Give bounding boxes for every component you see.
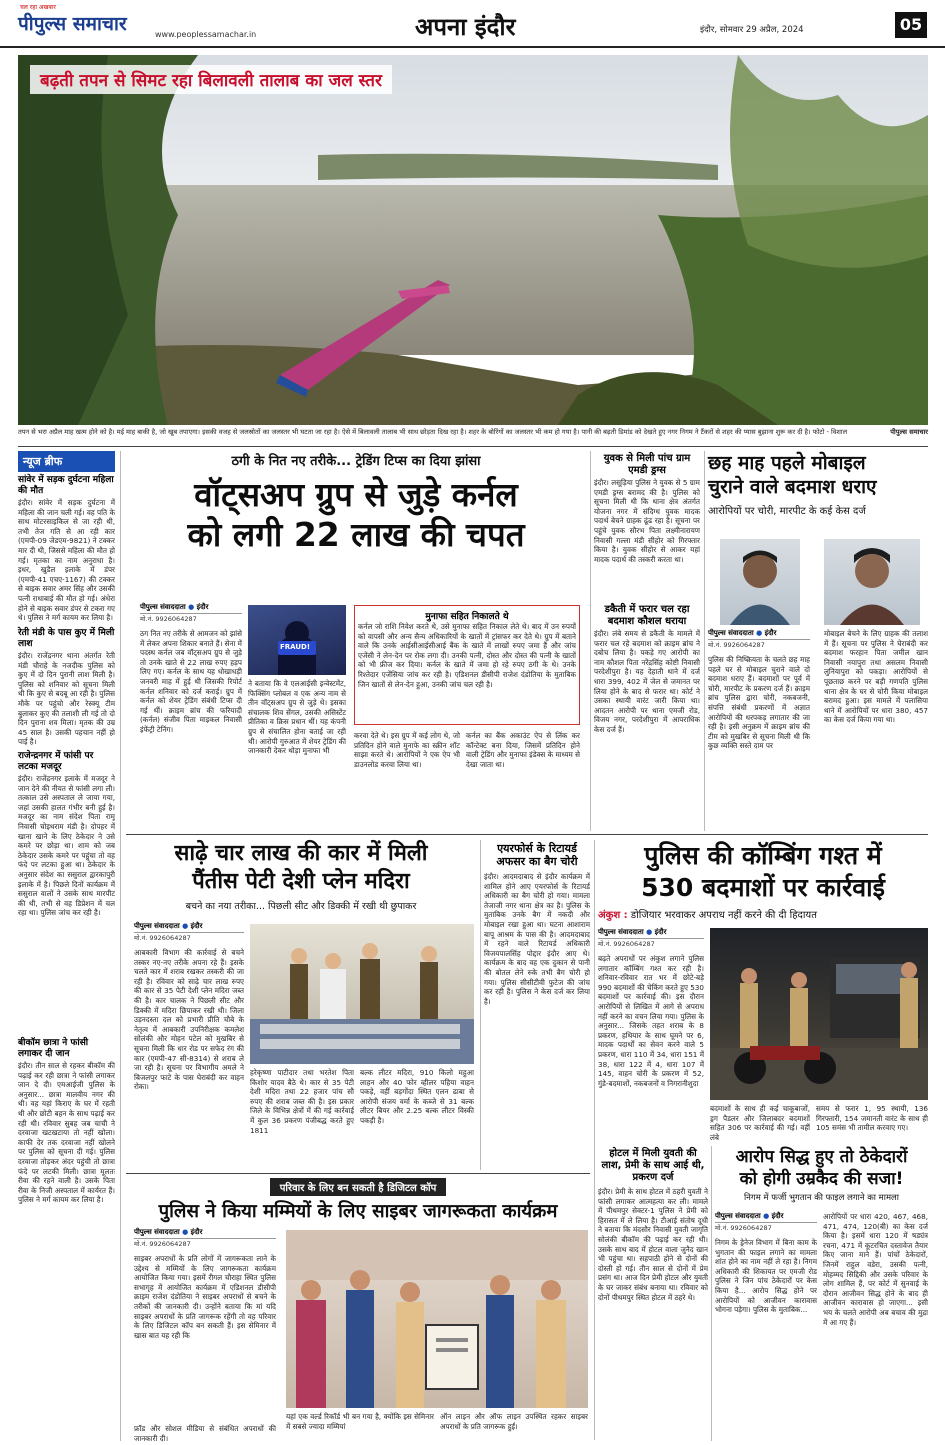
- person-icon: [720, 539, 800, 625]
- location-dot-icon: ●: [188, 603, 195, 611]
- divider: [126, 1173, 590, 1174]
- liquor-headline-line2: पैंतीस पेटी देशी प्लेन मदिरा: [192, 869, 410, 894]
- cyber-col2: फ्रॉड और सोशल मीडिया से संबंधित अपराधों की जानकारी दी।: [134, 1424, 276, 1442]
- brief-item: [18, 628, 115, 749]
- byline-reporter: पीपुल्स संवाददाता: [598, 928, 644, 936]
- brief-headline: रेती मंडी के पास कुए में मिली लाश: [18, 628, 115, 649]
- dacoit-headline: डकैती में फरार चल रहा बदमाश कौशल धराया: [604, 604, 690, 627]
- combing-photo: [710, 928, 928, 1100]
- colonel-col3: करवा देते थे। इस ग्रुप में कई लोग थे, जो प्रतिदिन होने वाले मुनाफे का स्क्रीन शॉट साझा करते थे। आरोपियों ने एक ऐप भी डाउनलोड करवा लिया था।: [354, 731, 460, 769]
- dateline: इंदौर, सोमवार 29 अप्रैल, 2024: [700, 25, 804, 35]
- colonel-headline-line1: वॉट्सअप ग्रुप से जुड़े कर्नल: [194, 475, 518, 514]
- cyber-event-photo: [286, 1230, 588, 1408]
- byline-mobile: मो.नं. 9926064287: [140, 615, 197, 623]
- combing-story: [598, 840, 928, 1140]
- location-dot-icon: ●: [646, 928, 653, 936]
- officers-illustration: [250, 924, 474, 1064]
- combing-kicker-label: अंकुश :: [598, 910, 628, 921]
- accused-photo-2: [824, 539, 920, 625]
- brief-item: [18, 751, 115, 1036]
- colonel-byline-block: [140, 603, 242, 829]
- combing-kicker: [598, 907, 928, 921]
- section-title: अपना इंदौर: [415, 13, 516, 41]
- liquor-photo-caption: हरेकृष्णा पाटीदार तथा भरतेश पिता किशोर यादव बैठे थे। कार से 35 पेटी देशी मदिरा तथा 22 हजार पांच सौ रुपए की शराब जब्त की है। इस प्रकार जिले के विभिन्न क्षेत्रों में की गई कार्रवाई में कुल 36 प्रकरण पंजीबद्ध करते हुए 1811: [250, 1068, 354, 1135]
- masthead-tagline: चल रहा अखबार: [20, 4, 56, 11]
- masthead: [0, 0, 945, 48]
- byline-mobile: मो.नं. 9926064287: [708, 641, 765, 649]
- liquor-story: [126, 840, 476, 1170]
- page-number: 05: [895, 12, 927, 38]
- colonel-headline-line2: को लगी 22 लाख की चपत: [187, 515, 525, 554]
- byline: [134, 1228, 276, 1239]
- byline-city: इंदौर: [654, 928, 667, 936]
- colonel-kicker: ठगी के नित नए तरीके... ट्रेडिंग टिप्स का दिया झांसा: [231, 454, 481, 469]
- byline-reporter: पीपुल्स संवाददाता: [715, 1212, 761, 1220]
- byline-wrapper: [708, 629, 810, 829]
- cyber-photo-caption-2: ऑन लाइन और ऑफ लाइन उपस्थित रहकर साइबर अपराधों के प्रति जागरूक हुईं।: [440, 1412, 588, 1431]
- combing-col2: समय से फरार 1, 95 स्थायी, 136 गिरफ्तारी, 154 जमानती वारंट के साथ ही 105 समंस भी तामील करवाए गए।: [816, 1104, 928, 1133]
- person-icon: [824, 539, 920, 625]
- cyber-story: [126, 1176, 590, 1441]
- byline-mobile: मो.नं. 9926064287: [134, 934, 191, 942]
- column-divider: [480, 840, 481, 1170]
- colonel-story: [126, 451, 586, 831]
- lake-photo-illustration: [18, 55, 928, 425]
- cyber-col1: साइबर अपराधों के प्रति लोगों में जागरूकता लाने के उद्देश्य से मम्मियों के लिए जागरूकता कार्यक्रम आयोजित किया गया। इसमें रीगल चौराहा स्थित पुलिस सभागृह में आयोजित कार्यक्रम में एडिशनल डीसीपी क्राइम राजेश दंडोतिया ने साइबर अपराधों से बचने के तरीकों की जानकारी दी। उन्होंने बताया कि मां यदि साइबर अपराधों के प्रति जागरूक रहेंगी तो वह परिवार के लिए डिजिटल कॉप बन सकती हैं। इस सेमिनार में खास बात यह रही कि: [134, 1254, 276, 1340]
- brief-body: इंदौर। राजेंद्रनगर इलाके में मजदूर ने जान देने की नीयत से फांसी लगा ली। तत्काल उसे अस्पताल ले जाया गया, जहां उसकी हालत गंभीर बनी हुई है। मजदूर का नाम संदेश पिता रामू निवासी चोइथराम मंडी है। दोपहर में खाना खाने के लिए ठेकेदार ने उसे कमरे पर छोड़ा था। शाम को जब ठेकेदार उसके कमरे पर पहुंचा तो वह फंदे पर लटका हुआ था। ठेकेदार के अनुसार संदेश का ससुराल द्वारकापुरी इलाके में है। पिछले दिनों कार्यक्रम में ससुराल वालों ने उसके साथ मारपीट की थी, तभी से वह डिप्रेशन में चल रहा था। पुलिस जांच कर रही है।: [18, 774, 115, 918]
- mobile-theft-story: [708, 451, 928, 831]
- column-divider: [590, 451, 591, 831]
- colonel-col4: कर्नल का बैंक अकाउंट ऐप से लिंक कर कॉन्टेक्ट बना दिया, जिसमें प्रतिदिन होने वाली ट्रेडिंग और मुनाफा इंडेक्स के माध्यम से देखा जाता था।: [466, 731, 580, 769]
- brief-body: इंदौर। राजेंद्रनगर थाना अंतर्गत रेती मंडी चौराहे के नजदीक पुलिस को कुए में दो दिन पुरानी लाश मिली है। पुलिस को शनिवार को सूचना मिली थी कि कुए से बदबू आ रही है। पुलिस मौके पर पहुंचो और रेस्क्यू टीम बुलाकर कुए की तलाशी ली गई तो दो दिन पुराना शव मिला। मृतक की उम्र 45 साल है। उसकी पहचान नहीं हो पाई है।: [18, 651, 115, 747]
- brief-body: इंदौर। सांवेर में सड़क दुर्घटना में महिला की जान चली गई। वह पति के साथ मोटरसाइकिल से जा रही थी, तभी तेज गति से आ रही कार (एमपी-09 जेडएम-9821) ने टक्कर मार दी थी, जिससे महिला की मौत हो गई। मृतका का नाम अनुराधा है। इधर, खुडैल इलाके में डंपर (एमपी-41 एचए-1167) की टक्कर से बाइक सवार अमर सिंह और उसकी पत्नी राधाबाई की मौत हो गई। अंधेरा होने से बाइक सवार डंपर से टकरा गए थे। पुलिस ने मर्ग कायम कर लिया है।: [18, 498, 115, 623]
- airforce-story: [484, 840, 590, 1170]
- photo-caption: [18, 428, 928, 436]
- combing-col1: बढ़ते अपराधों पर अंकुश लगाने पुलिस लगातार कॉम्बिंग गश्त कर रही है। शनिवार-रविवार रात भर में छोटे-बड़े 990 बदमाशों की चेकिंग करते हुए 530 बदमाशों पर कार्रवाई की। इस दौरान आरोपियों से लिखित में आगे से अपराध नहीं करने का वचन लिया गया। पुलिस के अनुसार... जिसके तहत शराब के 8 प्रकरण, हथियार के साथ घूमने पर 6, मादक पदार्थों का सेवन करने वाले 5 प्रकरण, धारा 110 में 34, धारा 151 में 38, धारा 122 में 4, धारा 107 में 145, वाहन चोरी के प्रकरण में 52, गुंडे-बदमाशों, नकबजनों व निगरानीशुदा: [598, 954, 704, 1088]
- drugs-body: इंदौर। लसूड़िया पुलिस ने युवक से 5 ग्राम एमडी ड्रग्स बरामद की है। पुलिस को सूचना मिली थी कि थाना क्षेत्र अंतर्गत योजना नगर में संदिग्ध युवक मादक पदार्थ बेचने ग्राहक ढूंढ रहा है। सूचना पर पहुंचे युवक सौरभ पिता लक्ष्मीनारायण निवासी गल्ला मंडी सीहोर को गिरफ्तार किया है। युवक सीहोर से आकर यहां मादक पदार्थ की तस्करी करता था।: [594, 478, 700, 564]
- mobile-col2: मोबाइल बेचने के लिए ग्राहक की तलाश में हैं। सूचना पर पुलिस ने घेराबंदी कर बदमाश फरहान पिता जमील खान निवासी नयापुरा तथा असलम निवासी लुनियापुरा को पकड़ा। आरोपियों से पूछताछ करने पर बड़ी गणपति पुलिस थाना क्षेत्र के घर से चोरी किया मोबाइल बरामद हुआ। इस मामले में पलासिया थाने में आरोपियों पर धारा 380, 457 का केस दर्ज किया गया था।: [824, 629, 928, 725]
- top-story-title: बढ़ती तपन से सिमट रहा बिलावली तालाब का जल स्तर: [30, 65, 392, 94]
- website-url[interactable]: www.peoplessamachar.in: [155, 30, 257, 39]
- mobile-col1: पुलिस की निष्क्रियता के चलते छह माह पहले घर से मोबाइल चुराने वाले दो बदमाश धराए हैं। बदमाशों पर पूर्व में चोरी, मारपीट के प्रकरण दर्ज हैं। क्राइम ब्रांच पुलिस द्वारा चोरी, नकबजनी, संपत्ति संबंधी प्रकरणों में अज्ञात आरोपियों की धरपकड़ लगातार की जा रही है। इसी अनुक्रम में क्राइम ब्रांच की टीम को मुखबिर से सूचना मिली थी कि कुछ व्यक्ति सस्ते दाम पर: [708, 655, 810, 751]
- location-dot-icon: ●: [182, 1228, 189, 1236]
- location-dot-icon: ●: [182, 922, 189, 930]
- mobile-headline-line1: छह माह पहले मोबाइल: [708, 452, 866, 474]
- colonel-col1: ठग नित नए तरीके से आमजन को झांसे में लेकर अपना शिकार बनाते हैं। सेना में पदस्थ कर्नल जब वॉट्सअप ग्रुप से जुड़े तो उनके खाते से 22 लाख रुपए हड़प लिए गए। कर्नल के साथ यह धोखाधड़ी जनवरी माह में हुई थी जिसकी रिपोर्ट कर्नल शनिवार को दर्ज कराई। ग्रुप में कर्नल को शेयर ट्रेडिंग संबंधी टिप्स दी गई थीं। क्राइम ब्रांच की फरियादी (कर्नल) संजीव पिता माइकल निवासी इंफेंट्री टेनिंग।: [140, 629, 242, 734]
- contractor-headline-line1: आरोप सिद्ध हुए तो ठेकेदारों: [735, 1147, 908, 1167]
- byline-city: इंदौर: [190, 1228, 203, 1236]
- seized-liquor-photo: [250, 924, 474, 1064]
- byline-reporter: पीपुल्स संवाददाता: [134, 1228, 180, 1236]
- byline-city: इंदौर: [764, 629, 777, 637]
- award-ceremony-illustration: [286, 1230, 588, 1408]
- police-checking-illustration: [710, 928, 928, 1100]
- drugs-headline: युवक से मिली पांच ग्राम एमडी ड्रग्स: [603, 453, 691, 476]
- brief-item: [18, 475, 115, 626]
- cyber-byline-block: [134, 1228, 276, 1442]
- hotel-headline: होटल में मिली युवती की लाश, प्रेमी के साथ आई थी, प्रकरण दर्ज: [601, 1148, 705, 1183]
- hacker-icon: [248, 605, 346, 675]
- divider: [18, 446, 928, 447]
- byline: [598, 928, 704, 939]
- divider: [126, 834, 928, 835]
- fraud-label: FRAUD!: [280, 643, 311, 651]
- photo-caption-text: तपन से भरा अप्रैल माह खत्म होने को है। मई माह बाकी है, जो खूब तपाएगा। इसकी वजह से जलस्रोतों का जलस्तर भी घटता जा रहा है। ऐसे में बिलावली तालाब भी साथ छोड़ता दिख रहा है। शहर के बोरिंगों का जलस्तर भी कम हो गया है। पानी की बढ़ती डिमांड को देखते हुए नगर निगम ने टैंकरों से शहर की प्यास बुझाना शुरू कर दी है। फोटो - विशाल: [18, 428, 848, 436]
- brief-item: [18, 1038, 115, 1381]
- fraud-image: [248, 605, 346, 675]
- byline: [708, 629, 810, 640]
- location-dot-icon: ●: [763, 1212, 770, 1220]
- news-brief-column: [18, 451, 115, 1441]
- photo-credit: पीपुल्स समाचार: [890, 428, 928, 436]
- column-divider: [594, 840, 595, 1440]
- drugs-story: [594, 451, 700, 831]
- contractor-byline-block: [715, 1212, 817, 1434]
- byline-city: इंदौर: [771, 1212, 784, 1220]
- contractor-story: [715, 1146, 928, 1441]
- combing-photo-caption: बदमाशों के साथ ही कई चाकूबाजों, ड्रग पैडलर और जिलाबदर बदमाशों सहित 306 पर कार्रवाई की गई। वहीं लंबे: [710, 1104, 810, 1142]
- profit-box-title: मुनाफा सहित निकालते थे: [425, 612, 509, 622]
- mobile-headline-line2: चुराने वाले बदमाश धराए: [708, 476, 877, 498]
- brief-body: इंदौर। तीन साल से रहकर बीकॉम की पढ़ाई कर रही छात्रा ने फांसी लगाकर जान दे दी। एमआईजी पुलिस के अनुसार... छात्रा मालवीय नगर की थी। वह यहां किराए के घर में रहती थी और छोटी बहन के साथ पढ़ाई कर रही थी। रविवार सुबह जब चाची ने दरवाजा खटखटाया तो नहीं खोला। काफी देर तक दरवाजा नहीं खोलने पर पुलिस को सूचना दी गई। पुलिस दरवाजा तोड़कर अंदर पहुंची तो छात्रा फंदे पर लटकी मिली। छात्रा मूलतः रीवा की रहने वाली है। उसके पिता रीवा के निजी अस्पताल में कार्यरत हैं। पुलिस ने मर्ग कायम कर लिया है।: [18, 1061, 115, 1205]
- byline-city: इंदौर: [196, 603, 209, 611]
- brief-headline: राजेन्द्रनगर में फांसी पर लटका मजदूर: [18, 751, 94, 772]
- newspaper-logo: पीपुल्स समाचार: [18, 13, 127, 35]
- cyber-kicker: परिवार के लिए बन सकती है डिजिटल कॉप: [270, 1178, 447, 1196]
- combing-kicker-text: डोजियार भरवाकर अपराध नहीं करने की दी हिदायत: [630, 910, 817, 921]
- cyber-kicker-wrap: [126, 1176, 590, 1196]
- profit-box-text: कर्नल जो राशि निवेश करते थे, उसे मुनाफा सहित निकाल लेते थे। बाद में उन रुपयों को वापसी और अन्य सैन्य अधिकारियों के खातों में ट्रांसफर कर देते थे। ग्रुप में बताने वाले कि उनके आईसीआईसीआई बैंक के खाते में लाखों रुपए जमा हैं और जांच एजेंसी ने लेन-देन पर रोक लगा दी। उनकी पत्नी, दोस्त और दोस्त की पत्नी के खातों को भी फ्रीज कर दिया। कर्नल के खाते में जमा हो रहे रुपए ठगी के थे। उनके रिश्तेदार एजेंसिया जांच कर रही है। एडिशनल डीसीपी राजेश दंडोतिया के मुताबिक जिन खातों से लेन-देन हुआ, उनकी जांच चल रही है।: [358, 622, 576, 689]
- byline-mobile: मो.नं. 9926064287: [598, 940, 655, 948]
- news-brief-label: न्यूज ब्रीफ: [18, 451, 115, 472]
- combing-headline-line2: 530 बदमाशों पर कार्रवाई: [641, 873, 885, 902]
- combing-headline-line1: पुलिस की कॉम्बिंग गश्त में: [644, 841, 882, 870]
- liquor-col1: आबकारी विभाग की कार्रवाई से बचने तस्कर नए-नए तरीके अपना रहे हैं। इसके चलते कार में शराब रखकर तस्करी की जा रही है। रविवार को साढ़े चार लाख रुपए की कार से 35 पेटी देशी प्लेन मदिरा जब्त की है। कार चालक ने पिछली सीट और डिक्की में मदिरा छिपाकर रखी थी। जिला उड़नदस्ता दल को प्रभारी प्रीति चौबे के नेतृत्व में आबकारी उपनिरीक्षक कमलेश सोलंकी और मोहन पटेल को मुखबिर से सूचना मिली कि धार रोड पर सफेद रंग की कार (एमपी-47 सी-8314) से शराब ले जा रही है। सूचना पर विभागीय अमले ने बिजलपुर फाटे के पास घेराबंदी कर वाहन रोका।: [134, 948, 244, 1092]
- contractor-headline-line2: को होगी उम्रकैद की सजा!: [739, 1169, 904, 1189]
- liquor-col3: बल्क लीटर मदिरा, 910 किलो महुआ लाहन और 40 फोर व्हीलर पहिया वाहन पकड़े, वहीं बड़गोंदा स्थित एलन ढाबा से आरोपी संजय वर्मा के कब्जे से 31 बल्क लीटर बियर और 2.25 बल्क लीटर विस्की पकड़ी है।: [360, 1068, 474, 1125]
- hotel-story: [598, 1146, 708, 1441]
- byline-city: इंदौर: [190, 922, 203, 930]
- contractor-col2: आरोपियों पर धारा 420, 467, 468, 471, 474, 120(बी) का केस दर्ज किया है। इसमें धारा 120 में षड्यंत्र रचना, 471 में कूटरचित दस्तावेज तैयार किए जाना माने हैं। पांचों ठेकेदारों, जिनमें राहुल वडेरा, उसकी पत्नी, मोहम्मद सिद्दिकी और उसके परिवार के लोग शामिल हैं, पर कोर्ट में सुनवाई के दौरान आजीवन सिद्ध होने के बाद ही आजीवन कारावास हो जाएगा... इसी भय के चलते आरोपी अब बचाव की मुद्रा में आ गए हैं।: [823, 1212, 928, 1327]
- byline: [140, 603, 242, 614]
- dacoit-body: इंदौर। लंबे समय से डकैती के मामले में फरार चल रहे बदमाश को क्राइम ब्रांच ने दबोच लिया है। पकड़े गए आरोपी का नाम कौशल पिता नरेंद्रसिंह कोष्टी निवासी परदेशीपुरा है। यह देहाती थाने में दर्ज धारा 399, 402 में जेल से जमानत पर लिया होने के बाद से फरार था। कोर्ट ने उसका स्थायी वारंट जारी किया था। आदतन आरोपी पर थाना एमजी रोड, विजय नगर, परदेशीपुरा में आपराधिक केस दर्ज हैं।: [594, 629, 700, 734]
- brief-headline: सांवेर में सड़क दुर्घटना महिला की मौत: [18, 475, 114, 496]
- byline-reporter: पीपुल्स संवाददाता: [134, 922, 180, 930]
- column-divider: [711, 1146, 712, 1441]
- contractor-col1: निगम के ड्रेनेज विभाग में बिना काम के भुगतान की फाइल लगाने का मामला शांत होने का नाम नहीं ले रहा है। निगम अधिकारी की शिकायत पर एमजी रोड पुलिस ने जिन पांच ठेकेदारों पर केस किया है... आरोप सिद्ध होने पर आरोपियों को आजीवन कारावास भोगना पड़ेगा। पुलिस के मुताबिक...: [715, 1238, 817, 1315]
- profit-box: [354, 605, 580, 725]
- byline-mobile: मो.नं. 9926064287: [134, 1240, 191, 1248]
- contractor-kicker: निगम में फर्जी भुगतान की फाइल लगाने का मामला: [743, 1193, 900, 1203]
- liquor-byline-block: [134, 922, 244, 1178]
- hotel-body: इंदौर। प्रेमी के साथ होटल में ठहरी युवती ने फांसी लगाकर आत्महत्या कर ली। मामले में पीथमपुर सेक्टर-1 पुलिस ने प्रेमी को हिरासत में ले लिया है। टीआई संतोष दूधी ने बताया कि मंदसौर निवासी युवती जागृति सोलंकी बीकॉम की पढ़ाई कर रही थी। उसके साथ बाद में होटल वाला जुनैद खान भी पहुंचा था। सहपाठी होने से दोनों की दोस्ती हो गई। तीन साल से दोनों में प्रेम प्रसंग था। आज दिन प्रेमी होटल और युवती के घर जाकर संबंध बनाया था। रविवार को दोनों पीथमपुर स्थित होटल में ठहरे थे।: [598, 1187, 708, 1302]
- brief-headline: बीकॉम छात्रा ने फांसी लगाकर दी जान: [18, 1038, 89, 1059]
- lake-photo: [18, 55, 928, 425]
- column-divider: [704, 451, 705, 831]
- airforce-body: इंदौर। आदमदाबाद से इंदौर कार्यक्रम में शामिल होने आए एयरफोर्स के रिटायर्ड अधिकारी का बैग चोरी हो गया। मामला तेजाजी नगर थाना क्षेत्र का है। पुलिस के मुताबिक उनके बैग में नकदी और मोबाइल रखा हुआ था। घटना आशाराम बापू आश्रम के पास की है। आदमदाबाद में रहने वाले रिटायर्ड अधिकारी विजयपालसिंह पोद्दार इंदौर आए थे। कार्यक्रम के बाद वह एक दुकान से पानी की बोतल लेने रुके तभी बैग चोरी हो गया। पुलिस सीसीटीवी फुटेज की जांच कर रही है। पुलिस ने केस दर्ज कर लिया है।: [484, 872, 590, 1006]
- cyber-photo-caption-1: यहां एक वर्ल्ड रिकॉर्ड भी बन गया है, क्योंकि इस सेमिनार में सबसे ज्यादा मम्मियां: [286, 1412, 434, 1431]
- liquor-headline-line1: साढ़े चार लाख की कार में मिली: [174, 841, 428, 866]
- byline: [715, 1212, 817, 1223]
- colonel-col2: ने बताया कि वे एलआईसी इन्वेस्टमेंट, फिक्सिंग प्लोबल व एक अन्य नाम से तीन वॉट्सअप ग्रुप से जुड़े थे। इसका संचालक शिव सेंगल, उसकी असिस्टेंट प्रीतिका व क्रिस प्रधान थीं। यह कंपनी ग्रुप से संचालित होना बताई जा रही थी। आरोपी गुरुआत में शेयर ट्रेडिंग की जानकारी देकर थोड़ा मुनाफा भी: [248, 679, 346, 756]
- column-divider: [120, 451, 121, 1441]
- cyber-headline: पुलिस ने किया मम्मियों के लिए साइबर जागरूकता कार्यक्रम: [158, 1201, 558, 1222]
- location-dot-icon: ●: [756, 629, 763, 637]
- byline-reporter: पीपुल्स संवाददाता: [708, 629, 754, 637]
- byline: [134, 922, 244, 933]
- liquor-kicker: बचने का नया तरीका... पिछली सीट और डिक्की में रखी थी छुपाकर: [185, 901, 417, 912]
- airforce-headline: एयरफोर्स के रिटायर्ड अफसर का बैग चोरी: [496, 842, 578, 868]
- byline-mobile: मो.नं. 9926064287: [715, 1224, 772, 1232]
- mobile-kicker: आरोपियों पर चोरी, मारपीट के कई केस दर्ज: [708, 506, 866, 517]
- accused-photo-1: [720, 539, 800, 625]
- byline-reporter: पीपुल्स संवाददाता: [140, 603, 186, 611]
